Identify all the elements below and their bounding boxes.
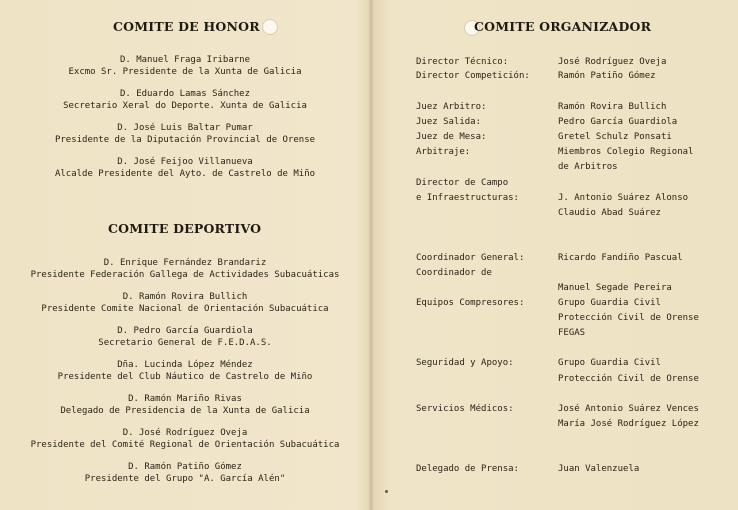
- heading-comite-honor: COMITE DE HONOR: [113, 19, 260, 34]
- org-label: Director Competición:: [416, 71, 530, 81]
- entry-role: Secretario Xeral do Deporte. Xunta de Galicia: [63, 100, 307, 111]
- org-value: FEGAS: [558, 328, 586, 338]
- org-value: Ramón Rovira Bullich: [558, 102, 667, 112]
- entry-name: D. Ramón Patiño Gómez: [128, 462, 242, 472]
- org-label: Servicios Médicos:: [416, 404, 514, 414]
- org-label: Seguridad y Apoyo:: [416, 358, 514, 368]
- org-value: Claudio Abad Suárez: [558, 208, 661, 218]
- org-value: Grupo Guardia Civil: [558, 358, 661, 368]
- org-value: Gretel Schulz Ponsati: [558, 132, 672, 142]
- org-label: Delegado de Prensa:: [416, 464, 519, 474]
- org-label: Director de Campo: [416, 178, 509, 188]
- org-value: Ricardo Fandiño Pascual: [558, 253, 683, 263]
- org-value: Ramón Patiño Gómez: [558, 71, 656, 81]
- entry-role: Presidente Comite Nacional de Orientación Subacuática: [41, 303, 329, 314]
- org-label: e Infraestructuras:: [416, 193, 519, 203]
- org-label: Equipos Compresores:: [416, 298, 525, 308]
- org-label: Coordinador de: [416, 268, 492, 278]
- org-value: de Arbitros: [558, 162, 618, 172]
- org-label: Coordinador General:: [416, 253, 525, 263]
- entry-name: D. José Rodríguez Oveja: [122, 428, 248, 438]
- entry-name: D. Ramón Rovira Bullich: [122, 292, 248, 302]
- entry-role: Presidente del Comité Regional de Orientación Subacuática: [30, 439, 340, 450]
- entry-name: D. Manuel Fraga Iribarne: [119, 55, 251, 65]
- org-value: María José Rodríguez López: [558, 419, 699, 429]
- entry-name: D. Eduardo Lamas Sánchez: [119, 89, 251, 99]
- org-label: Director Técnico:: [416, 57, 509, 67]
- org-value: Manuel Segade Pereira: [558, 283, 672, 293]
- entry-name: D. José Feijoo Villanueva: [117, 157, 253, 167]
- entry-role: Secretario General de F.E.D.A.S.: [98, 337, 272, 348]
- entry-role: Presidente del Grupo "A. García Alén": [84, 473, 286, 484]
- org-value: José Antonio Suárez Vences: [558, 404, 699, 414]
- org-label: Juez Salida:: [416, 117, 482, 127]
- heading-comite-deportivo: COMITE DEPORTIVO: [108, 221, 262, 236]
- entry-name: D. Ramón Mariño Rivas: [128, 394, 242, 404]
- org-value: Protección Civil de Orense: [558, 374, 699, 384]
- entry-role: Presidente Federación Gallega de Actividades Subacuáticas: [30, 269, 340, 280]
- entry-name: D. Pedro García Guardiola: [117, 326, 253, 336]
- entry-role: Alcalde Presidente del Ayto. de Castrelo de Miño: [54, 168, 316, 179]
- entry-name: D. Enrique Fernández Brandariz: [103, 258, 267, 268]
- heading-comite-organizador: COMITE ORGANIZADOR: [474, 19, 652, 34]
- org-label: Juez de Mesa:: [416, 132, 487, 142]
- entry-name: Dña. Lucinda López Méndez: [117, 360, 253, 370]
- org-value: Juan Valenzuela: [558, 464, 640, 474]
- entry-role: Excmo Sr. Presidente de la Xunta de Galicia: [68, 66, 302, 77]
- entry-role: Presidente de la Diputación Provincial de Orense: [54, 134, 316, 145]
- org-value: J. Antonio Suárez Alonso: [558, 193, 689, 203]
- org-value: Grupo Guardia Civil: [558, 298, 661, 308]
- entry-name: D. José Luis Baltar Pumar: [117, 123, 253, 133]
- entry-role: Presidente del Club Náutico de Castrelo de Miño: [57, 371, 313, 382]
- org-value: Miembros Colegio Regional: [558, 147, 694, 157]
- org-value: Pedro García Guardiola: [558, 117, 678, 127]
- org-label: Juez Arbitro:: [416, 102, 487, 112]
- org-value: Protección Civil de Orense: [558, 313, 699, 323]
- org-label: Arbitraje:: [416, 147, 471, 157]
- org-value: José Rodríguez Oveja: [558, 57, 667, 67]
- entry-role: Delegado de Presidencia de la Xunta de Galicia: [60, 405, 310, 416]
